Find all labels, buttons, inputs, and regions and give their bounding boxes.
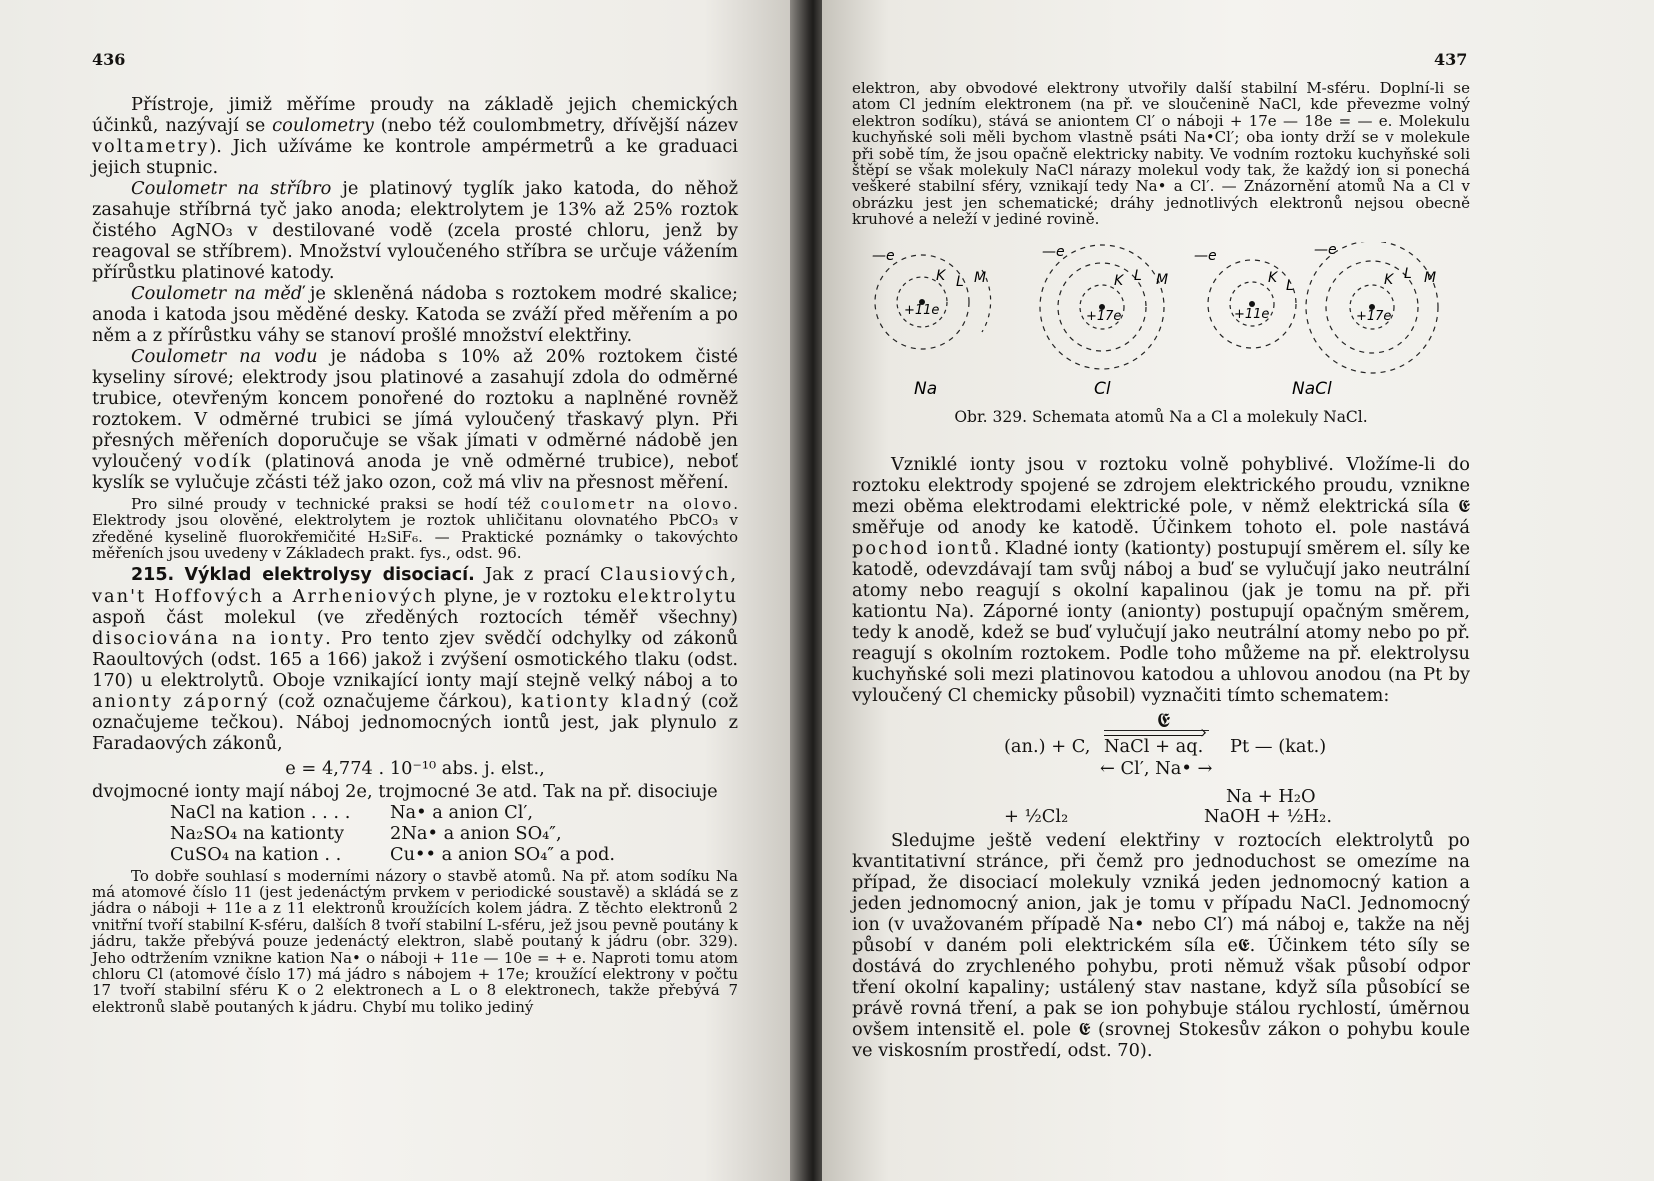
electron-label: —e — [1314, 241, 1337, 258]
scheme-anode: (an.) + C, — [1004, 735, 1091, 757]
cl-atom-diagram — [1040, 244, 1168, 369]
note-atom-structure: To dobře souhlasí s moderními názory o stavbě atomů. Na př. atom sodíku Na má atomové číslo 11 (jest jedenáctým prvkem v periodické soustavě) a skládá se z jádra o náboji + 11e a z 11 elektronů kroužících kolem jádra. Z těchto elektronů 2 vnitřní tvoří stabilní K-sféru, dalších 8 tvoří stabilní L-sféru, jež jsou pevně poutány k jádru, takže přebývá pouze jedenáctý elektron, slabě poutaný k jádru (obr. 329). Jeho odtržením vznikne kation Na• o náboji + 11e — 10e = + e. Naproti tomu atom chloru Cl (atomové číslo 17) má jádro s nábojem + 17e; kroužící elektrony v počtu 17 tvoří stabilní sféru K o 2 elektronech a L o 8 elektronech, takže přebývá 7 elektronů slabě poutaných k jádru. Chybí mu toliko jediný — [92, 866, 738, 1016]
left-page — [0, 0, 800, 1181]
shell-k-label: K — [1268, 269, 1278, 286]
shell-k-label: K — [1384, 271, 1394, 288]
charge-equation: e = 4,774 . 10⁻¹⁰ abs. j. elst., — [285, 757, 545, 779]
scheme-ions: ← Cl′, Na• → — [1100, 757, 1213, 779]
field-arrow — [1104, 730, 1209, 731]
shell-l-label: L — [956, 273, 964, 290]
left-text-column — [92, 94, 738, 1015]
ion-row: CuSO₄ na kation . . Cu•• a anion SO₄″ a pod. — [170, 843, 616, 865]
paragraph-ion-migration: Vzniklé ionty jsou v roztoku volně pohyblivé. Vložíme-li do roztoku elektrody spojené se zdrojem elektrického proudu, vznikne mezi oběma elektrodami elektrické pole, v němž elektrická síla 𝕰 směřuje od anody ke katodě. Účinkem tohoto el. pole nastává pochod iontů. Kladné ionty (kationty) postupují směrem el. síly ke katodě, odevzdávají tam svůj náboj a buď se vylučují jako neutrální atomy nebo reagují s okolní kapalinou (jak je tomu na př. při kationtu Na). Záporné ionty (anionty) postupují opačným směrem, tedy k anodě, kdež se buď vylučují jako neutrální atomy nebo po př. reagují s okolním roztokem. Podle toho můžeme na př. elektrolysu kuchyňské soli mezi platinovou katodou a uhlovou anodou (na Pt by vyloučený Cl chemicky působil) vyznačiti tímto schematem: — [852, 453, 1470, 706]
ion-row: NaCl na kation . . . . Na• a anion Cl′, — [170, 801, 534, 823]
figure-caption: Obr. 329. Schemata atomů Na a Cl a molekuly NaCl. — [954, 407, 1368, 426]
figure-label-nacl: NaCl — [1292, 378, 1332, 399]
field-arrowhead: › — [1200, 721, 1208, 743]
paragraph-water-coulometer: Coulometr na vodu je nádoba s 10% až 20% roztokem čisté kyseliny sírové; elektrody jsou platinové a zasahují zdola do odměrné trubice, otevřeným koncem ponořené do roztoku a naplněné rovněž roztokem. V odměrné trubici se jímá vyloučený třaskavý plyn. Při přesných měřeních doporučuje se však jímati v odměrné nádobě jen vyloučený vodík (platinová anoda je vně odměrné trubice), neboť kyslík se vylučuje zčásti též jako ozon, což má vliv na přesnost měření. — [92, 346, 738, 493]
note-lead-coulometer: Pro silné proudy v technické praksi se hodí též coulometr na olovo. Elektrody jsou olověné, elektrolytem je roztok uhličitanu olovnatého PbCO₃ v zředěné kyselině fluorokřemičité H₂SiF₆. — Praktické poznámky o takovýchto měřeních jsou uvedeny v Základech prakt. fys., odst. 96. — [92, 495, 738, 563]
figure-329 — [852, 242, 1470, 432]
scheme-product-cathode-1: Na + H₂O — [1226, 785, 1316, 807]
electron-label: —e — [872, 247, 895, 264]
paragraph-copper-coulometer: Coulometr na měď je skleněná nádoba s roztokem modré skalice; anoda i katoda jsou měděné desky. Katoda se zváží před měřením a po něm a z přírůstku váhy se stanoví prošlé množství elektřiny. — [92, 283, 738, 346]
shell-l-label: L — [1134, 267, 1142, 284]
shell-k-label: K — [1114, 272, 1124, 289]
na-atom-diagram — [872, 248, 991, 349]
nucleus-label: +17e — [1356, 308, 1392, 324]
ion-row: Na₂SO₄ na kationty 2Na• a anion SO₄″, — [170, 822, 562, 844]
electron-label: —e — [1194, 247, 1217, 264]
right-text-column — [852, 80, 1470, 1061]
shell-m-label: M — [1424, 269, 1437, 286]
nucleus-label: +11e — [1234, 306, 1270, 322]
section-title: Výklad elektrolysy disociací. — [184, 564, 475, 585]
scheme-solution: NaCl + aq. — [1104, 735, 1204, 757]
field-symbol: 𝕰 — [1157, 707, 1171, 732]
paragraph-quantitative: Sledujme ještě vedení elektřiny v roztocích elektrolytů po kvantitativní stránce, při čemž pro jednoduchost se omezíme na případ, že disociací molekuly vzniká jeden jednomocný kation a jeden jednomocný anion, jak je tomu v případu NaCl. Jednomocný ion (v uvažovaném případě Na• nebo Cl′) má náboj e, takže na něj působí v daném poli elektrickém síla e𝕰. Účinkem této síly se dostává do zrychleného pohybu, proti němuž však působí odpor tření okolní kapaliny; ustálený stav nastane, když síla působící se právě rovná tření, a pak se ion pohybuje stálou rychlostí, úměrnou ovšem intensitě el. pole 𝕰 (srovnej Stokesův zákon o pohybu koule ve viskosním prostředí, odst. 70). — [852, 829, 1470, 1061]
section-215: 215. Výklad elektrolysy disociací. Jak z prací Clausiových, van't Hoffových a Arrheniových plyne, je v roztoku elektrolytu aspoň část molekul (ve zředěných roztocích téměř všechny) disociována na ionty. Pro tento zjev svědčí odchylky od zákonů Raoultových (odst. 165 a 166) jakož i zvýšení osmotického tlaku (odst. 170) u elektrolytů. Oboje vznikající ionty mají stejně velký náboj a to anionty záporný (což označujeme čárkou), kationty kladný (což označujeme tečkou). Náboj jednomocných iontů jest, jak plynulo z Faradaových zákonů, — [92, 563, 739, 754]
paragraph-silver-coulometer: Coulometr na stříbro je platinový tyglík jako katoda, do něhož zasahuje stříbrná tyč jako anoda; elektrolytem je 13% až 25% roztok čistého AgNO₃ v destilované vodě (zcela prosté chloru, jenž by reagoval se stříbrem). Množství vyloučeného stříbra se určuje vážením přírůstku platinové katody. — [92, 178, 738, 283]
nacl-molecule-diagram — [1194, 242, 1438, 373]
scheme-product-anode: + ½Cl₂ — [1004, 805, 1069, 827]
page-number: 437 — [1434, 50, 1468, 69]
shell-k-label: K — [936, 267, 946, 284]
ion-table — [170, 802, 738, 865]
section-number: 215. — [131, 564, 175, 585]
shell-m-label: M — [974, 269, 987, 286]
shell-m-label: M — [1156, 271, 1169, 288]
scheme-cathode: Pt — (kat.) — [1230, 735, 1327, 757]
page-number: 436 — [92, 50, 126, 69]
paragraph-coulometry: Přístroje, jimiž měříme proudy na základě jejich chemických účinků, nazývají se coulometry (nebo též coulombmetry, dřívější název voltametry). Jich užíváme ke kontrole ampérmetrů a ke graduaci jejich stupnic. — [92, 94, 738, 178]
nucleus-label: +17e — [1086, 308, 1122, 324]
figure-label-na: Na — [914, 378, 938, 399]
shell-l-label: L — [1286, 277, 1294, 294]
right-page — [822, 0, 1654, 1181]
scheme-product-cathode-2: NaOH + ½H₂. — [1204, 805, 1332, 827]
note-chlorine-ion: elektron, aby obvodové elektrony utvořily další stabilní M-sféru. Doplní-li se atom Cl jedním elektronem (na př. ve sloučenině NaCl, kde převezme volný elektron sodíku), stává se aniontem Cl′ o náboji + 17e — 18e = — e. Molekulu kuchyňské soli měli bychom vlastně psáti Na•Cl′; oba ionty drží se v molekule při sobě tím, že jsou opačně elektricky nabity. Ve vodním roztoku kuchyňské soli štěpí se však molekuly NaCl nárazy molekul vody tak, že každý ion si ponechá veškeré stabilní sféry, vznikají tedy Na• a Cl′. — Znázornění atomů Na a Cl v obrázku jest jen schematické; dráhy jednotlivých elektronů nejsou obecně kruhové a neleží v jediné rovině. — [852, 79, 1470, 229]
electron-label: —e — [1042, 243, 1065, 260]
atom-schemata-figure — [872, 242, 1452, 402]
electrolysis-scheme — [852, 706, 1470, 830]
figure-label-cl: Cl — [1094, 378, 1111, 399]
shell-l-label: L — [1404, 265, 1412, 282]
paragraph-dissociation: dvojmocné ionty mají náboj 2e, trojmocné 3e atd. Tak na př. disociuje — [92, 780, 718, 802]
nucleus-label: +11e — [904, 302, 940, 318]
